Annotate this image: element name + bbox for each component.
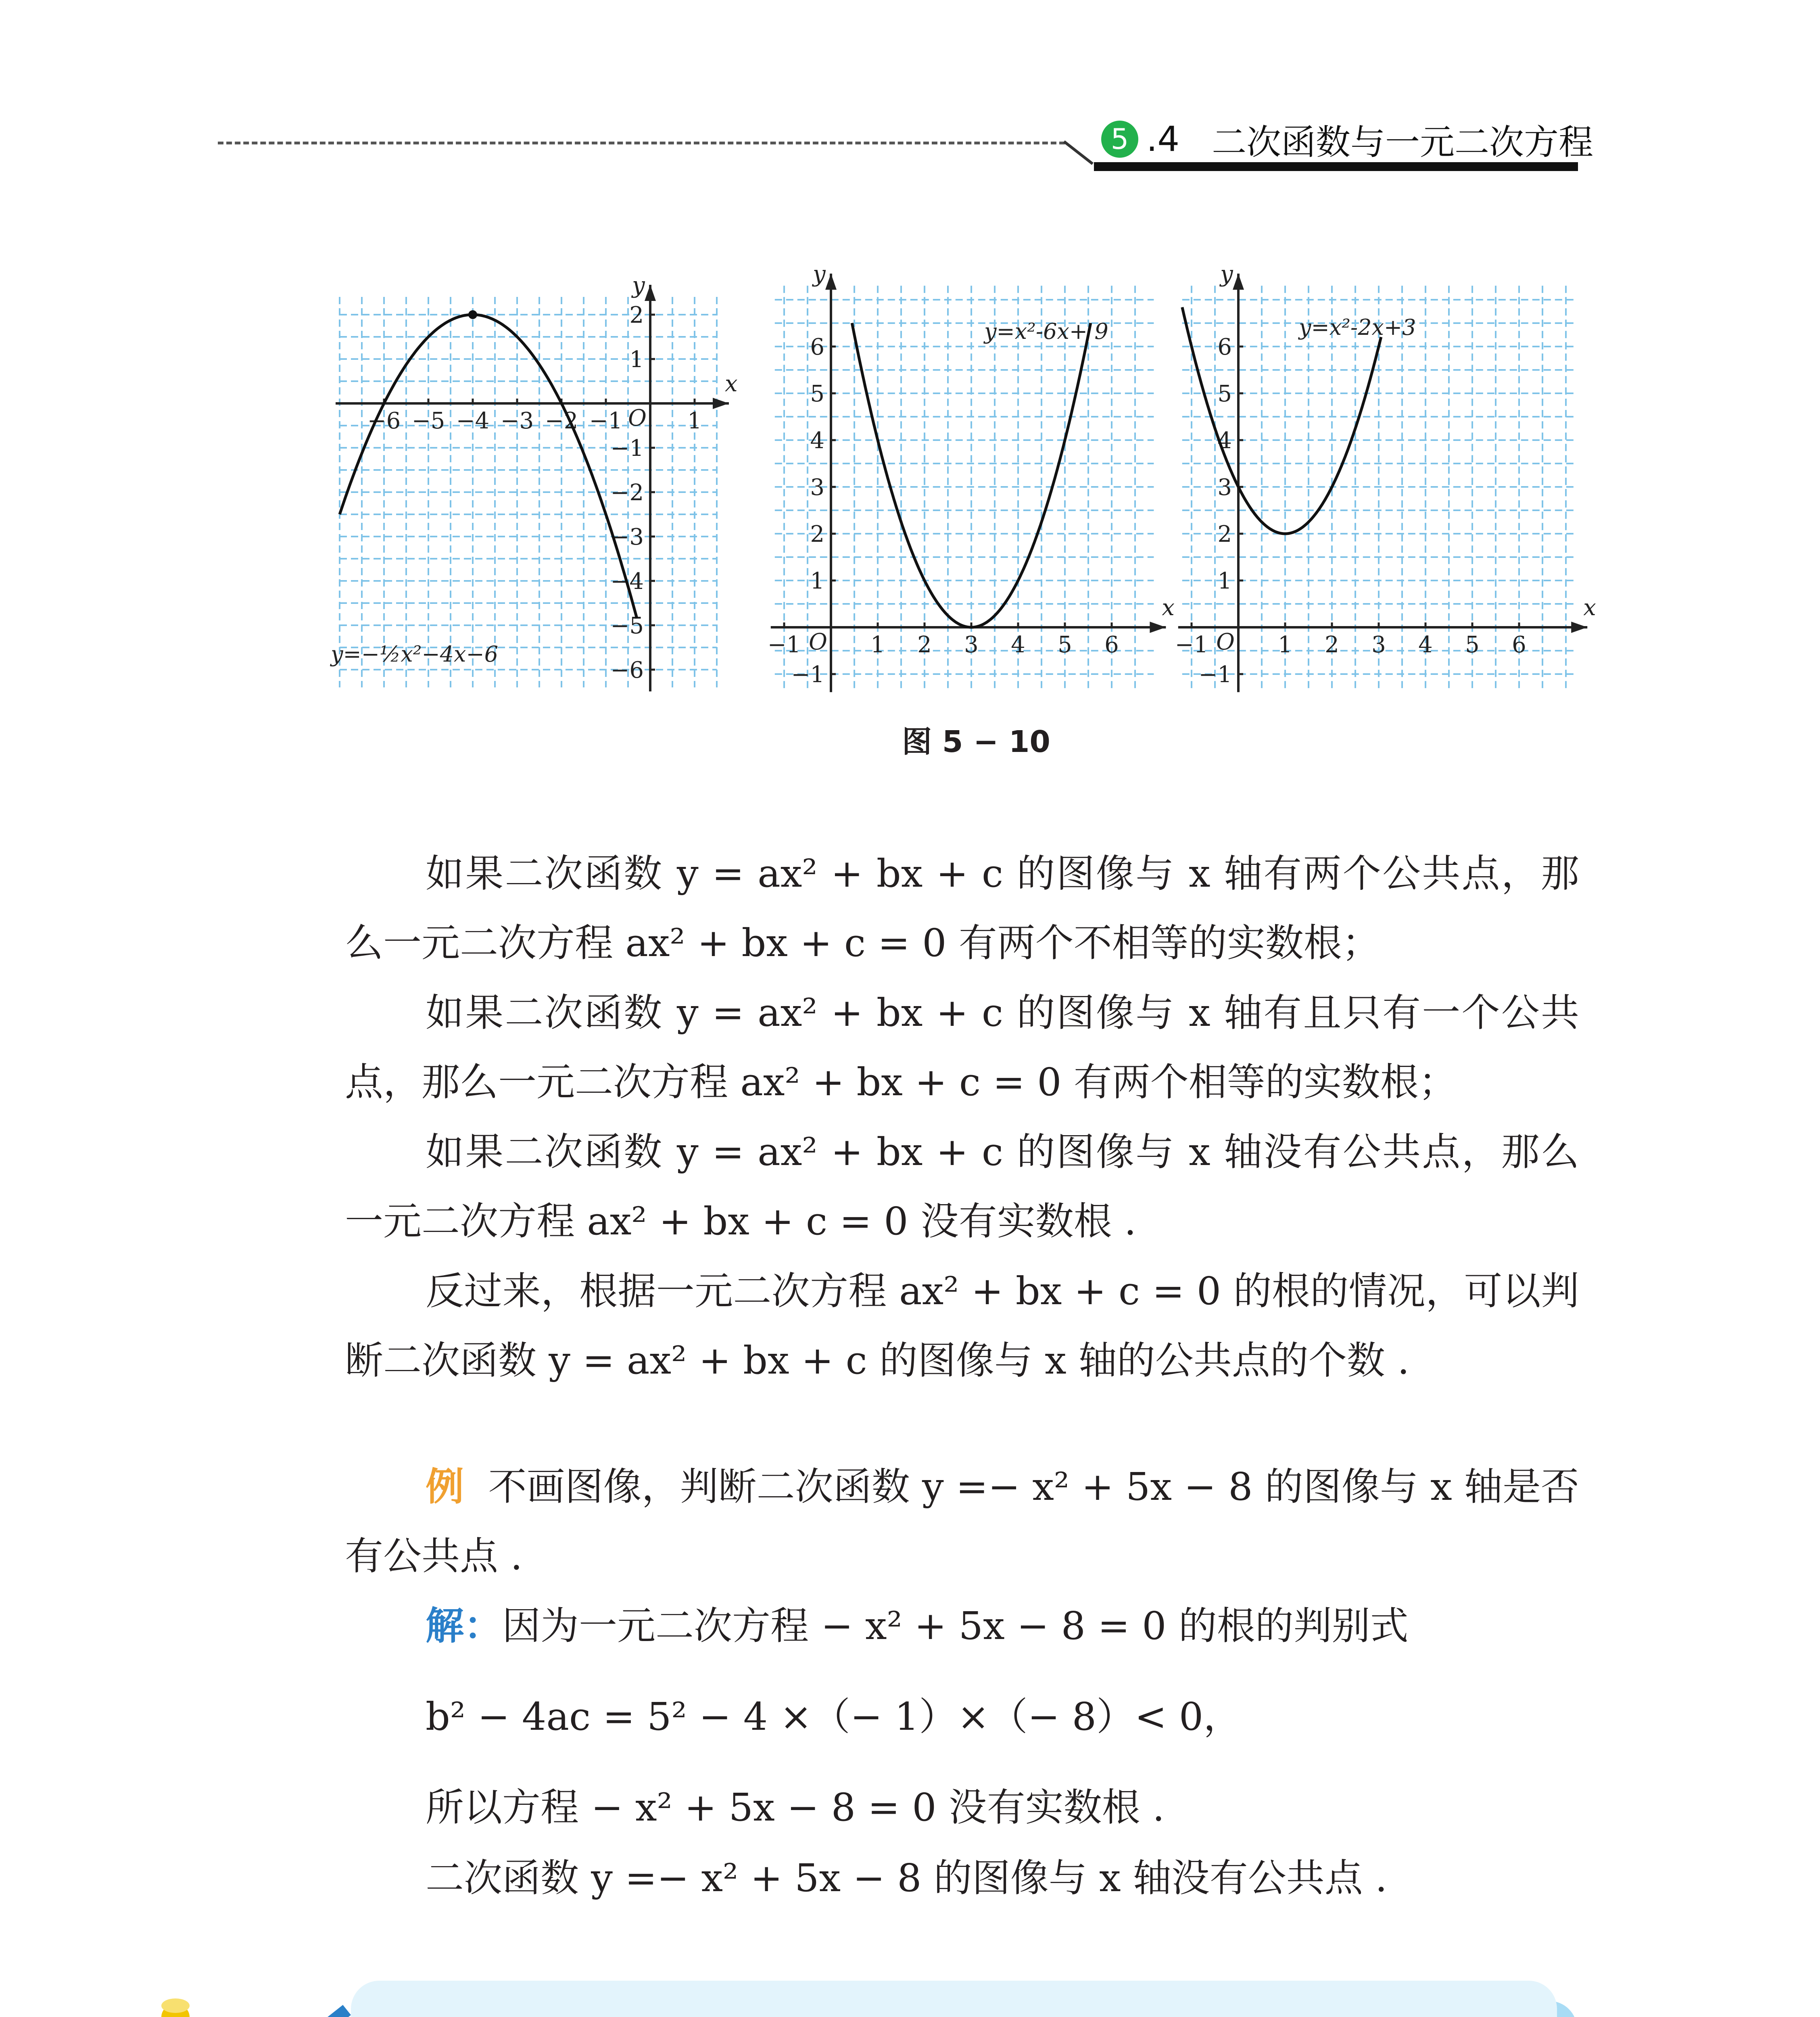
solution-line-4: 二次函数 y =− x² + 5x − 8 的图像与 x 轴没有公共点 . xyxy=(426,1856,1388,1900)
solution-line-2: b² − 4ac = 5² − 4 ×（− 1）×（− 8）< 0， xyxy=(426,1695,1242,1739)
y-tick-label: 2 xyxy=(629,302,644,328)
x-tick-label: −3 xyxy=(500,408,534,434)
y-axis-label: y xyxy=(1220,261,1233,288)
x-tick-label: 3 xyxy=(964,632,979,658)
y-tick-label: −1 xyxy=(791,662,824,688)
equation-label: y=x²-2x+3 xyxy=(1299,315,1416,340)
y-tick-label: 1 xyxy=(1217,568,1232,594)
graph-parabola-2 xyxy=(767,261,1186,698)
x-tick-label: 4 xyxy=(1418,632,1433,658)
y-tick-label: −6 xyxy=(610,657,644,683)
x-tick-label: 2 xyxy=(1325,632,1339,658)
section-badge: 5 xyxy=(1101,121,1138,158)
y-tick-label: 5 xyxy=(1217,381,1232,407)
y-axis-arrow xyxy=(645,285,656,301)
paragraph-1: 如果二次函数 y = ax² + bx + c 的图像与 x 轴有两个公共点，那么一元二次方程 ax² + bx + c = 0 有两个不相等的实数根； xyxy=(345,852,1579,965)
y-axis-arrow xyxy=(1233,274,1244,290)
graph-parabola-3 xyxy=(1175,261,1596,698)
equation-label: y=x²-6x+ 9 xyxy=(984,319,1108,344)
x-tick-label: −2 xyxy=(545,408,578,434)
y-axis-label: y xyxy=(813,261,826,288)
y-tick-label: −1 xyxy=(1198,662,1232,688)
x-tick-label: 5 xyxy=(1465,632,1480,658)
y-tick-label: 2 xyxy=(810,521,824,547)
x-axis-arrow xyxy=(1150,622,1166,633)
paragraph-2: 如果二次函数 y = ax² + bx + c 的图像与 x 轴有且只有一个公共点，那么一元二次方程 ax² + bx + c = 0 有两个相等的实数根； xyxy=(345,991,1579,1105)
origin-label: O xyxy=(628,405,647,431)
y-tick-label: 3 xyxy=(810,474,824,501)
x-tick-label: −5 xyxy=(411,408,445,434)
y-tick-label: 1 xyxy=(810,568,824,594)
x-axis-label: x xyxy=(1583,595,1596,621)
solution-label: 解： xyxy=(426,1604,503,1648)
x-tick-label: 1 xyxy=(870,632,885,658)
y-axis-label: y xyxy=(632,272,645,299)
y-tick-label: −4 xyxy=(610,568,644,595)
paragraph-3: 如果二次函数 y = ax² + bx + c 的图像与 x 轴没有公共点，那么一元二次方程 ax² + bx + c = 0 没有实数根 . xyxy=(345,1130,1579,1244)
section-heading xyxy=(1101,117,1593,161)
x-axis-arrow xyxy=(1571,622,1587,633)
x-tick-label: 5 xyxy=(1058,632,1072,658)
y-tick-label: −2 xyxy=(610,480,644,506)
notebook-pencil-icon xyxy=(133,1989,343,2017)
graph-parabola-1 xyxy=(323,262,774,698)
solution-line-3: 所以方程 − x² + 5x − 8 = 0 没有实数根 . xyxy=(426,1785,1165,1830)
y-tick-label: 2 xyxy=(1217,521,1232,547)
x-tick-label: −1 xyxy=(767,632,801,658)
y-tick-label: 5 xyxy=(810,381,824,407)
example-text: 不画图像，判断二次函数 y =− x² + 5x − 8 的图像与 x 轴是否有公共点 . xyxy=(345,1465,1579,1579)
x-tick-label: 1 xyxy=(687,408,702,434)
x-axis-arrow xyxy=(713,398,729,409)
y-tick-label: 3 xyxy=(1217,474,1232,501)
header-slant xyxy=(1063,140,1094,165)
origin-label: O xyxy=(809,629,827,655)
paragraph-4: 反过来，根据一元二次方程 ax² + bx + c = 0 的根的情况，可以判断二次函数 y = ax² + bx + c 的图像与 x 轴的公共点的个数 . xyxy=(345,1269,1579,1383)
y-axis-arrow xyxy=(825,274,837,290)
x-tick-label: −6 xyxy=(367,408,401,434)
solution-text-1: 因为一元二次方程 − x² + 5x − 8 = 0 的根的判别式 xyxy=(502,1604,1409,1648)
section-title: 二次函数与一元二次方程 xyxy=(1212,122,1594,163)
x-tick-label: 6 xyxy=(1512,632,1526,658)
y-tick-label: −5 xyxy=(610,613,644,639)
solution-line-1 xyxy=(426,1591,1579,1661)
header-dashed-rule xyxy=(218,142,1065,144)
x-tick-label: −4 xyxy=(456,408,490,434)
y-tick-label: 4 xyxy=(1217,428,1232,454)
x-tick-label: −1 xyxy=(1175,632,1208,658)
figure-caption: 图 5 − 10 xyxy=(902,725,1050,759)
section-suffix: .4 xyxy=(1146,119,1180,159)
y-tick-label: 1 xyxy=(629,347,644,373)
origin-label: O xyxy=(1216,629,1235,655)
x-tick-label: 6 xyxy=(1104,632,1119,658)
x-tick-label: 2 xyxy=(917,632,932,658)
x-axis-label: x xyxy=(1162,595,1175,621)
x-axis-label: x xyxy=(725,371,738,397)
y-tick-label: 6 xyxy=(1217,334,1232,360)
vertex-point xyxy=(468,310,477,319)
example-label: 例 xyxy=(426,1465,464,1509)
y-tick-label: −1 xyxy=(610,435,644,461)
y-tick-label: 6 xyxy=(810,334,824,360)
exercise-intro xyxy=(403,2011,1365,2017)
equation-label: y=−½x²−4x−6 xyxy=(331,641,499,667)
parabola-curve xyxy=(1182,307,1381,534)
y-tick-label: −3 xyxy=(610,524,644,550)
x-tick-label: 1 xyxy=(1278,632,1292,658)
y-tick-label: 4 xyxy=(810,428,824,454)
example-paragraph xyxy=(345,1452,1579,1591)
x-tick-label: −1 xyxy=(589,408,623,434)
x-tick-label: 4 xyxy=(1011,632,1025,658)
x-tick-label: 3 xyxy=(1371,632,1386,658)
